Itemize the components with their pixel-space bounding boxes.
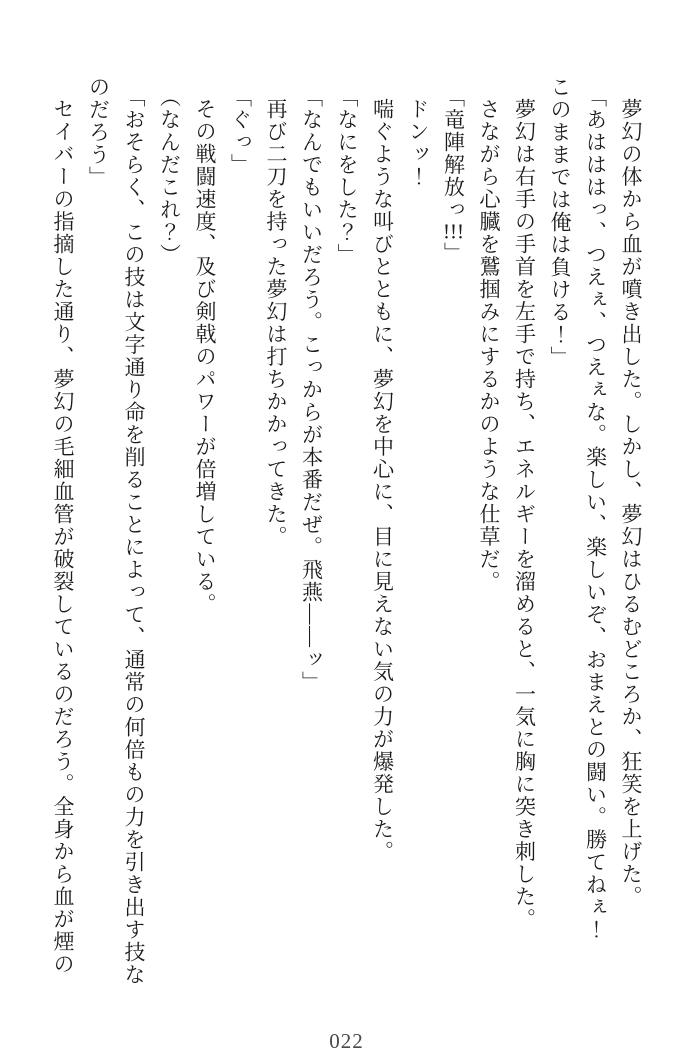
paragraph-line: 「あはははっ、つえぇ、つえぇな。楽しい、楽しいぞ、おまえとの闘い。勝てねぇ！	[583, 86, 608, 941]
vertical-text-block	[43, 76, 648, 988]
paragraph-line: 再び二刀を持った夢幻は打ちかかってきた。	[264, 98, 288, 548]
paragraph-line: 「おそらく、この技は文字通り命を削ることによって、通常の何倍もの力を引き出す技な	[122, 86, 146, 986]
triple-exclamation: !!!	[443, 221, 464, 242]
paragraph-line: 「ぐっ」	[228, 86, 253, 176]
paragraph-line: （なんだこれ？）	[157, 86, 182, 266]
paragraph-line	[435, 76, 471, 988]
quote-close: 」	[441, 242, 466, 265]
paragraph-line: 「なんでもいいだろう。こっからが本番だぜ。飛燕――ッ」	[299, 86, 324, 694]
paragraph-line: このままでは俺は負ける！」	[548, 76, 572, 369]
quote-text: 「竜陣解放っ	[441, 86, 466, 221]
paragraph-line: さながら心臓を鷲掴みにするかのような仕草だ。	[477, 98, 501, 593]
paragraph-line: その戦闘速度、及び剣戟のパワーが倍増している。	[193, 98, 217, 616]
paragraph-line: のだろう」	[86, 76, 111, 189]
paragraph-line: ドンッ！	[406, 98, 430, 188]
paragraph-line: 夢幻の体から血が噴き出した。しかし、夢幻はひるむどころか、狂笑を上げた。	[619, 98, 643, 908]
paragraph-line: 喘ぐような叫びとともに、夢幻を中心に、目に見えない気の力が爆発した。	[370, 98, 395, 863]
paragraph-line: 夢幻は右手の手首を左手で持ち、エネルギーを溜めると、一気に胸に突き刺した。	[512, 98, 537, 931]
paragraph-line: セイバーの指摘した通り、夢幻の毛細血管が破裂しているのだろう。全身から血が煙の	[51, 98, 75, 976]
paragraph-line: 「なにをした？」	[335, 86, 359, 266]
page-number: 022	[329, 1029, 364, 1050]
